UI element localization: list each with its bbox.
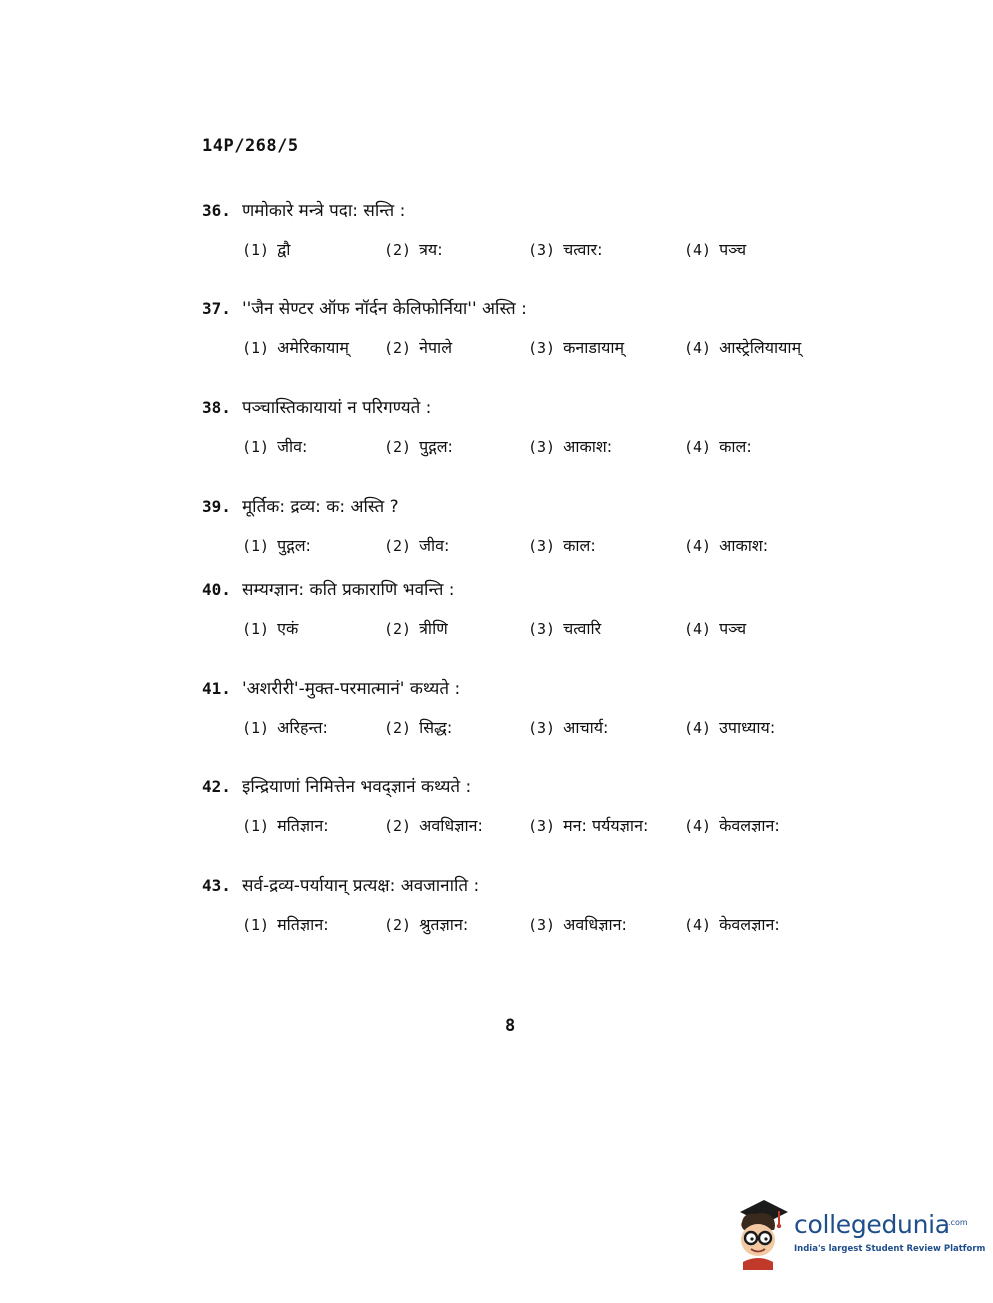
option-number: (2) [384,339,412,357]
option-1 [242,336,349,358]
option-text: सिद्ध: [419,718,453,737]
options-row [202,435,902,465]
option-text: आचार्य: [563,718,609,737]
option-number: (2) [384,719,412,737]
option-text: चत्वारि [563,619,602,638]
option-4 [684,814,780,836]
option-text: त्रय: [419,240,443,259]
question-text: ''जैन सेण्टर ऑफ नॉर्दन केलिफोर्निया'' अस्ति : [242,299,527,319]
option-number: (3) [528,719,556,737]
question-41 [202,676,902,746]
options-row [202,617,902,647]
option-number: (2) [384,916,412,934]
option-3 [528,617,601,639]
option-3 [528,238,602,260]
page-number: 8 [505,1016,516,1036]
option-1 [242,814,329,836]
option-text: त्रीणि [419,619,448,638]
option-text: अमेरिकायाम् [277,338,349,357]
option-text: श्रुतज्ञान: [419,915,469,934]
option-text: उपाध्याय: [719,718,776,737]
option-number: (1) [242,339,270,357]
option-text: चत्वार: [563,240,603,259]
option-text: अवधिज्ञान: [419,816,483,835]
option-number: (3) [528,339,556,357]
option-1 [242,238,290,260]
question-number: 41. [202,679,231,698]
question-text: सम्यग्ज्ञान: कति प्रकाराणि भवन्ति : [242,580,455,600]
option-number: (1) [242,620,270,638]
option-text: जीव: [419,536,450,555]
question-number: 42. [202,777,231,796]
option-1 [242,435,307,457]
option-text: काल: [719,437,752,456]
question-text: इन्द्रियाणां निमित्तेन भवद्ज्ञानं कथ्यते : [242,777,472,797]
option-4 [684,336,801,358]
option-number: (3) [528,916,556,934]
question-40 [202,577,902,647]
option-number: (3) [528,537,556,555]
option-2 [384,913,468,935]
options-row [202,814,902,844]
option-number: (4) [684,339,712,357]
option-text: आकाश: [563,437,613,456]
option-2 [384,336,452,358]
option-2 [384,534,449,556]
option-3 [528,534,596,556]
option-text: आस्ट्रेलियायाम् [719,338,802,357]
option-2 [384,238,443,260]
option-number: (1) [242,719,270,737]
question-number: 37. [202,299,231,318]
option-number: (4) [684,916,712,934]
logo-suffix: .com [948,1218,968,1227]
mascot-icon [734,1196,790,1270]
option-text: मन: पर्ययज्ञान: [563,816,649,835]
option-4 [684,617,746,639]
option-4 [684,716,775,738]
option-number: (3) [528,438,556,456]
question-number: 40. [202,580,231,599]
option-number: (2) [384,241,412,259]
paper-code: 14P/268/5 [202,136,299,156]
option-4 [684,435,752,457]
option-text: पुद्गल: [277,536,311,555]
option-number: (4) [684,620,712,638]
option-text: केवलज्ञान: [719,816,780,835]
collegedunia-logo[interactable] [734,1196,986,1270]
option-number: (4) [684,719,712,737]
question-number: 43. [202,876,231,895]
question-38 [202,395,902,465]
option-text: आकाश: [719,536,769,555]
option-2 [384,814,483,836]
option-text: एकं [277,619,299,638]
option-number: (4) [684,537,712,555]
option-number: (3) [528,817,556,835]
option-2 [384,716,452,738]
option-text: काल: [563,536,596,555]
option-3 [528,435,612,457]
option-1 [242,913,329,935]
option-number: (1) [242,438,270,456]
question-text: पञ्चास्तिकायायां न परिगण्यते : [242,398,432,418]
options-row [202,336,902,366]
option-text: मतिज्ञान: [277,816,329,835]
option-3 [528,336,624,358]
option-number: (1) [242,916,270,934]
option-2 [384,435,453,457]
question-number: 36. [202,201,231,220]
option-text: अरिहन्त: [277,718,328,737]
question-43 [202,873,902,943]
option-number: (2) [384,620,412,638]
option-number: (1) [242,817,270,835]
option-number: (4) [684,241,712,259]
logo-wordmark: collegedunia [794,1210,950,1239]
logo-tagline: India's largest Student Review Platform [794,1244,986,1254]
option-1 [242,617,298,639]
option-3 [528,716,608,738]
option-text: जीव: [277,437,308,456]
question-number: 38. [202,398,231,417]
option-4 [684,913,780,935]
option-number: (3) [528,620,556,638]
option-text: कनाडायाम् [563,338,625,357]
question-text: णमोकारे मन्त्रे पदा: सन्ति : [242,201,406,221]
option-text: द्वौ [277,240,291,259]
option-text: पञ्च [719,240,747,259]
option-number: (2) [384,537,412,555]
question-36 [202,198,902,268]
question-42 [202,774,902,844]
option-text: नेपाले [419,338,453,357]
option-text: केवलज्ञान: [719,915,780,934]
option-number: (2) [384,817,412,835]
option-4 [684,238,746,260]
option-number: (4) [684,817,712,835]
question-text: सर्व-द्रव्य-पर्यायान् प्रत्यक्ष: अवजानाति : [242,876,480,896]
option-1 [242,716,328,738]
option-number: (1) [242,537,270,555]
question-number: 39. [202,497,231,516]
question-text: 'अशरीरी'-मुक्त-परमात्मानं' कथ्यते : [242,679,461,699]
question-text: मूर्तिक: द्रव्य: क: अस्ति ? [242,497,399,517]
option-text: मतिज्ञान: [277,915,329,934]
option-text: अवधिज्ञान: [563,915,627,934]
option-3 [528,814,648,836]
options-row [202,534,902,564]
option-3 [528,913,627,935]
question-39 [202,494,902,564]
options-row [202,238,902,268]
question-37 [202,296,902,366]
option-number: (2) [384,438,412,456]
options-row [202,716,902,746]
option-text: पञ्च [719,619,747,638]
option-4 [684,534,768,556]
option-1 [242,534,311,556]
option-number: (3) [528,241,556,259]
option-2 [384,617,448,639]
option-number: (1) [242,241,270,259]
options-row [202,913,902,943]
option-number: (4) [684,438,712,456]
option-text: पुद्गल: [419,437,453,456]
